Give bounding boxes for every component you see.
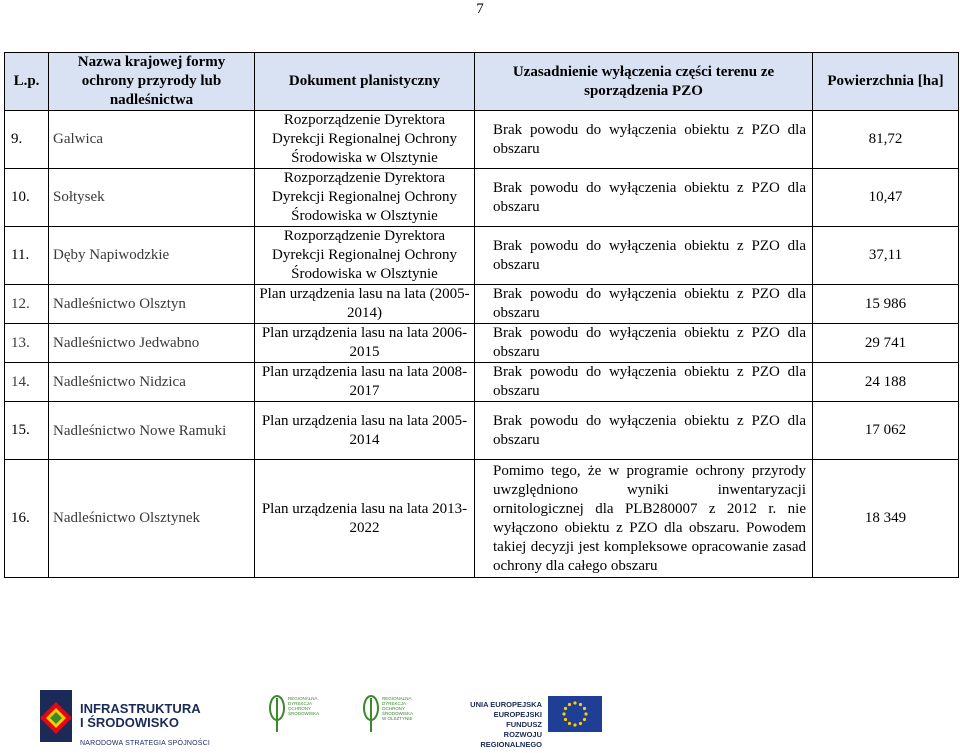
rdos-logo-1 — [268, 694, 318, 738]
row-area: 10,47 — [813, 169, 959, 227]
leaf-icon — [268, 694, 286, 734]
row-name: Nadleśnictwo Nowe Ramuki — [49, 402, 255, 460]
row-lp: 12. — [5, 285, 49, 324]
eu-logo — [460, 696, 610, 749]
header-document: Dokument planistyczny — [255, 53, 475, 111]
row-reason: Brak powodu do wyłączenia obiektu z PZO dla obszaru — [475, 363, 813, 402]
table-row — [5, 460, 959, 578]
row-reason: Pomimo tego, że w programie ochrony przyrody uwzględniono wyniki inwentaryzacji ornitologicznej dla PLB280007 z 2012 r. nie wyłączono obiektu z PZO dla obszaru. Powodem takiej decyzji jest kompleksowe opracowanie zasad ochrony dla całego obszaru — [475, 460, 813, 578]
header-lp: L.p. — [5, 53, 49, 111]
row-document: Plan urządzenia lasu na lata 2006-2015 — [255, 324, 475, 363]
row-document: Plan urządzenia lasu na lata 2005-2014 — [255, 402, 475, 460]
row-document: Plan urządzenia lasu na lata 2008-2017 — [255, 363, 475, 402]
row-document: Plan urządzenia lasu na lata (2005-2014) — [255, 285, 475, 324]
row-area: 17 062 — [813, 402, 959, 460]
infra-title-line2: I ŚRODOWISKO — [80, 715, 179, 730]
row-reason: Brak powodu do wyłączenia obiektu z PZO dla obszaru — [475, 324, 813, 363]
table-header-row — [5, 53, 959, 111]
footer-logos — [0, 680, 960, 750]
table-row — [5, 363, 959, 402]
row-name: Dęby Napiwodzkie — [49, 227, 255, 285]
row-reason: Brak powodu do wyłączenia obiektu z PZO dla obszaru — [475, 111, 813, 169]
eu-line2: EUROPEJSKI FUNDUSZ — [493, 710, 542, 729]
rdos-text-2: REGIONALNA DYREKCJA OCHRONY ŚRODOWISKA W OLSZTYNIE — [382, 696, 414, 721]
row-name: Galwica — [49, 111, 255, 169]
row-lp: 13. — [5, 324, 49, 363]
infrastruktura-emblem-icon — [38, 688, 74, 744]
row-lp: 10. — [5, 169, 49, 227]
infra-title — [80, 702, 201, 730]
rdos-logo-2 — [362, 694, 412, 738]
row-lp: 16. — [5, 460, 49, 578]
row-area: 81,72 — [813, 111, 959, 169]
row-lp: 11. — [5, 227, 49, 285]
table-row — [5, 169, 959, 227]
table-row — [5, 285, 959, 324]
leaf-icon — [362, 694, 380, 734]
page-number: 7 — [476, 1, 484, 17]
row-name: Nadleśnictwo Jedwabno — [49, 324, 255, 363]
row-document: Rozporządzenie Dyrektora Dyrekcji Regionalnej Ochrony Środowiska w Olsztynie — [255, 227, 475, 285]
infra-subtitle: NARODOWA STRATEGIA SPÓJNOŚCI — [80, 740, 211, 747]
infrastruktura-srodowisko-logo — [38, 688, 228, 747]
row-area: 24 188 — [813, 363, 959, 402]
eu-flag-icon — [548, 696, 602, 732]
row-name: Nadleśnictwo Olsztyn — [49, 285, 255, 324]
eu-text — [460, 700, 542, 750]
row-reason: Brak powodu do wyłączenia obiektu z PZO dla obszaru — [475, 169, 813, 227]
row-name: Nadleśnictwo Nidzica — [49, 363, 255, 402]
row-lp: 14. — [5, 363, 49, 402]
row-name: Sołtysek — [49, 169, 255, 227]
row-reason: Brak powodu do wyłączenia obiektu z PZO dla obszaru — [475, 227, 813, 285]
row-document: Plan urządzenia lasu na lata 2013-2022 — [255, 460, 475, 578]
rdos-text-1: REGIONALNA DYREKCJA OCHRONY ŚRODOWISKA — [288, 696, 320, 716]
row-area: 29 741 — [813, 324, 959, 363]
eu-line3: ROZWOJU REGIONALNEGO — [480, 730, 542, 749]
header-name: Nazwa krajowej formy ochrony przyrody lub nadleśnictwa — [49, 53, 255, 111]
row-lp: 15. — [5, 402, 49, 460]
header-area: Powierzchnia [ha] — [813, 53, 959, 111]
row-lp: 9. — [5, 111, 49, 169]
row-document: Rozporządzenie Dyrektora Dyrekcji Regionalnej Ochrony Środowiska w Olsztynie — [255, 169, 475, 227]
row-area: 37,11 — [813, 227, 959, 285]
table-row — [5, 227, 959, 285]
table-row — [5, 402, 959, 460]
row-name: Nadleśnictwo Olsztynek — [49, 460, 255, 578]
header-reason: Uzasadnienie wyłączenia części terenu ze sporządzenia PZO — [475, 53, 813, 111]
eu-line1: UNIA EUROPEJSKA — [470, 700, 542, 709]
row-area: 18 349 — [813, 460, 959, 578]
row-area: 15 986 — [813, 285, 959, 324]
protected-areas-table — [4, 52, 959, 578]
table-row — [5, 111, 959, 169]
table-row — [5, 324, 959, 363]
row-reason: Brak powodu do wyłączenia obiektu z PZO dla obszaru — [475, 285, 813, 324]
row-document: Rozporządzenie Dyrektora Dyrekcji Regionalnej Ochrony Środowiska w Olsztynie — [255, 111, 475, 169]
infra-title-line1: INFRASTRUKTURA — [80, 701, 201, 716]
row-reason: Brak powodu do wyłączenia obiektu z PZO dla obszaru — [475, 402, 813, 460]
